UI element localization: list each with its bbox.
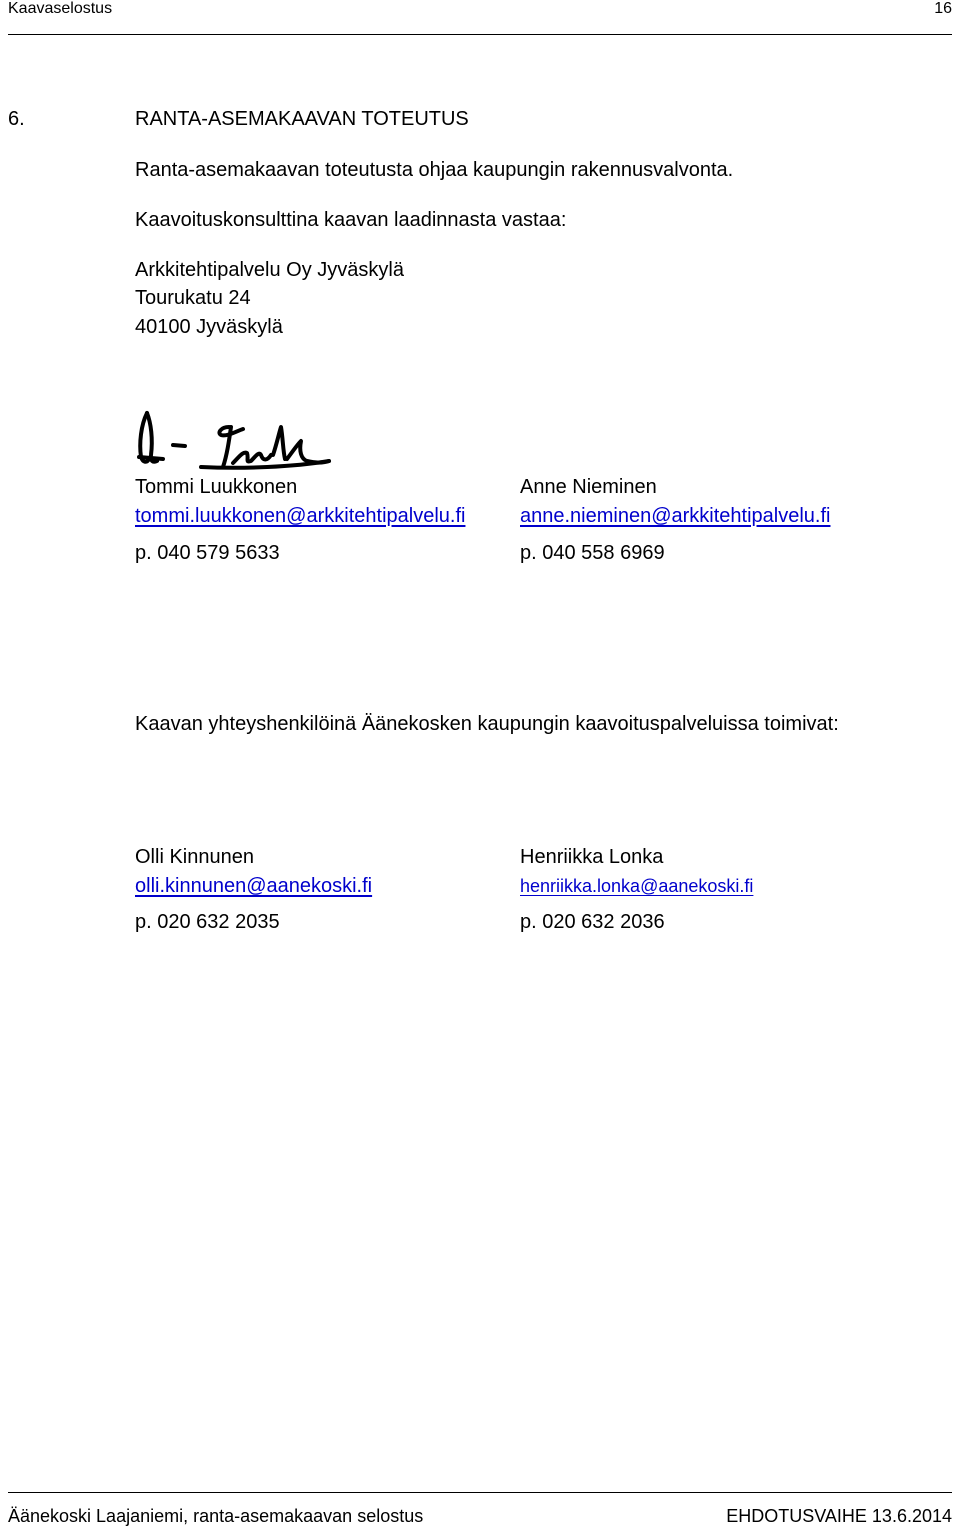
- address-line-company: Arkkitehtipalvelu Oy Jyväskylä: [135, 259, 404, 281]
- address-line-city: 40100 Jyväskylä: [135, 316, 283, 338]
- consultant-phone: p. 040 579 5633: [135, 542, 280, 564]
- city-contacts-intro: Kaavan yhteyshenkilöinä Äänekosken kaupungin kaavoituspalveluissa toimivat:: [135, 713, 839, 735]
- intro-text: Ranta-asemakaavan toteutusta ohjaa kaupungin rakennusvalvonta.: [135, 159, 734, 181]
- page-number: 16: [934, 0, 952, 17]
- consultant-email-link[interactable]: tommi.luukkonen@arkkitehtipalvelu.fi: [135, 505, 466, 527]
- footer-divider: [8, 1492, 952, 1493]
- footer-left: Äänekoski Laajaniemi, ranta-asemakaavan selostus: [8, 1506, 424, 1526]
- consultant-phone: p. 040 558 6969: [520, 542, 665, 564]
- consultant-email-link[interactable]: anne.nieminen@arkkitehtipalvelu.fi: [520, 505, 831, 527]
- consultant-name: Tommi Luukkonen: [135, 476, 298, 498]
- consultant-name: Anne Nieminen: [520, 476, 657, 498]
- city-contact-name: Henriikka Lonka: [520, 846, 664, 868]
- city-contact-phone: p. 020 632 2036: [520, 911, 665, 933]
- header-divider: [8, 34, 952, 35]
- header-title: Kaavaselostus: [8, 0, 113, 17]
- city-contact-email-link[interactable]: olli.kinnunen@aanekoski.fi: [135, 875, 373, 897]
- city-contact-phone: p. 020 632 2035: [135, 911, 280, 933]
- handwritten-signature-icon: [133, 405, 333, 475]
- consultant-intro: Kaavoituskonsulttina kaavan laadinnasta vastaa:: [135, 209, 567, 231]
- section-number: 6.: [8, 108, 25, 130]
- city-contact-name: Olli Kinnunen: [135, 846, 254, 868]
- address-line-street: Tourukatu 24: [135, 287, 251, 309]
- section-title: RANTA-ASEMAKAAVAN TOTEUTUS: [135, 108, 469, 130]
- city-contact-email-link[interactable]: henriikka.lonka@aanekoski.fi: [520, 876, 754, 896]
- footer-right: EHDOTUSVAIHE 13.6.2014: [726, 1506, 952, 1526]
